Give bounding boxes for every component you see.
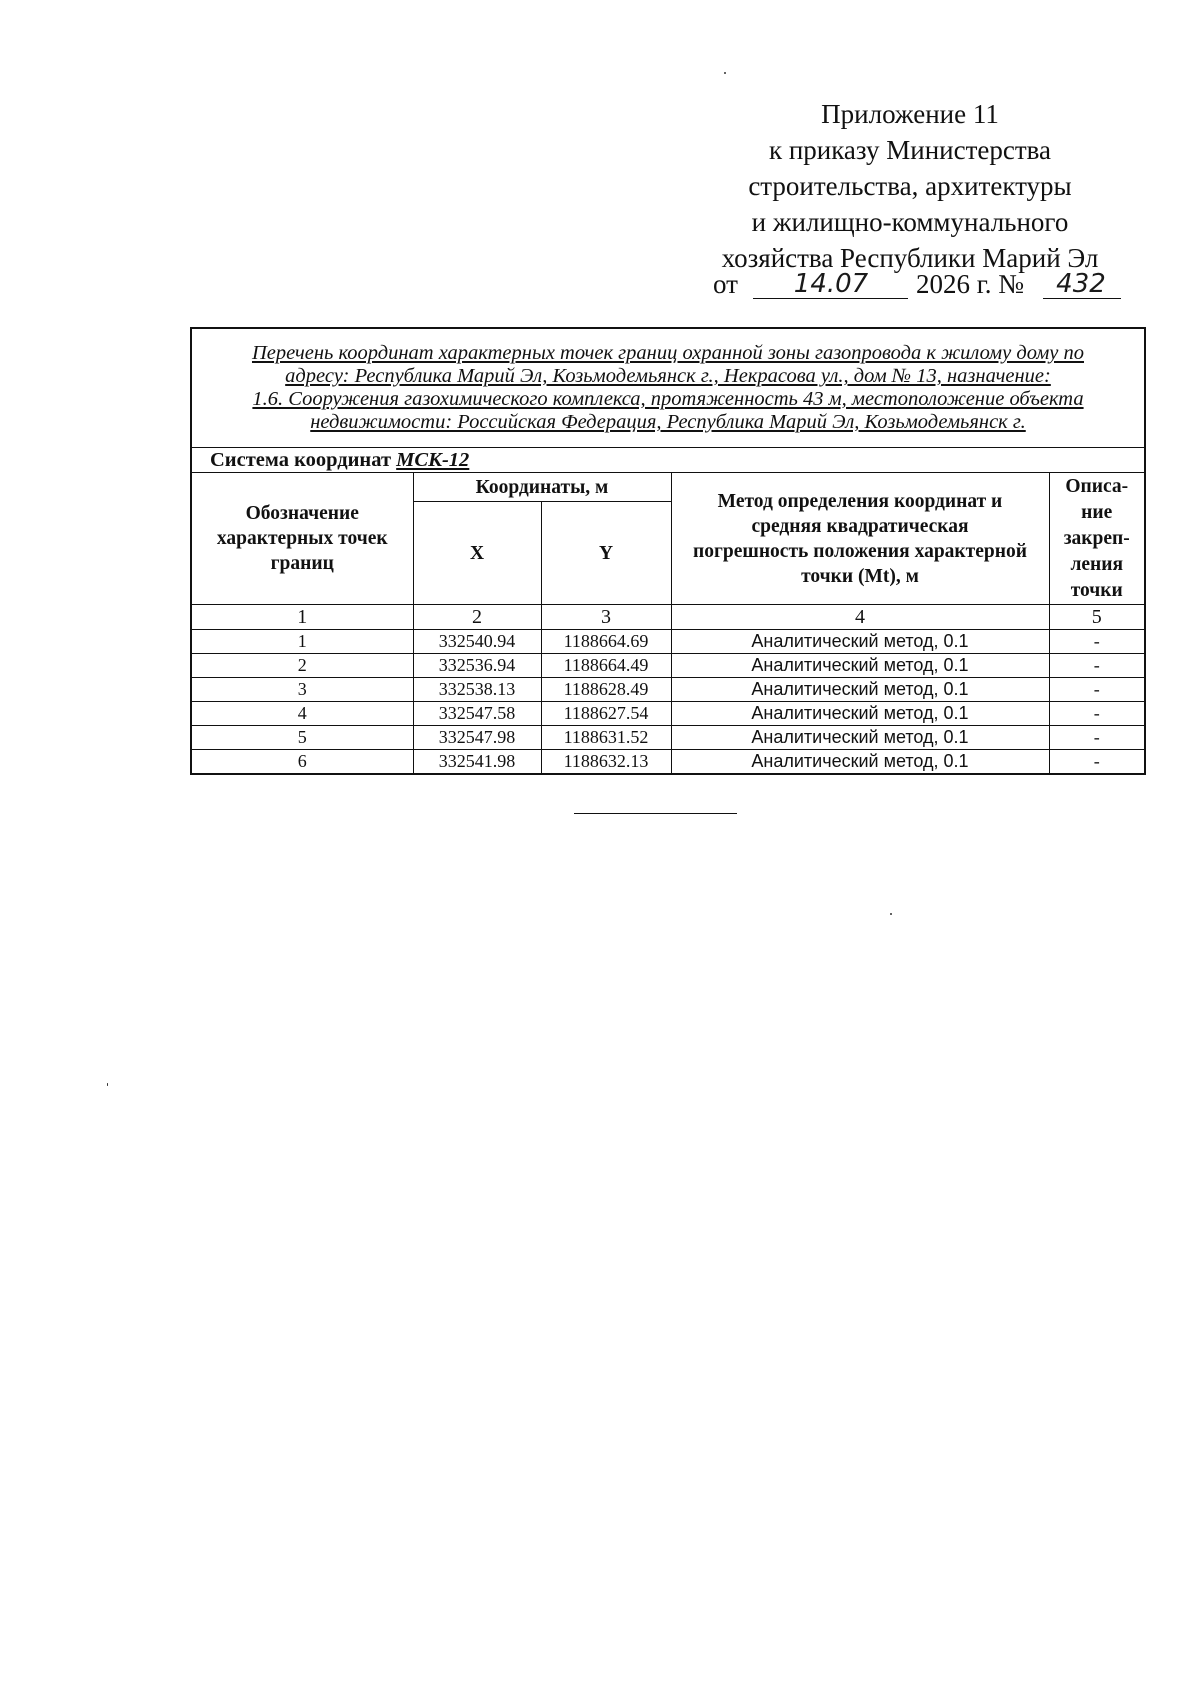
coordinate-system <box>191 448 1145 473</box>
appendix-line: Приложение 11 <box>821 99 999 129</box>
description-value: - <box>1049 630 1145 654</box>
description-value: - <box>1049 678 1145 702</box>
description-value: - <box>1049 726 1145 750</box>
date-prefix: от <box>713 269 738 299</box>
y-value: 1188628.49 <box>541 678 671 702</box>
number-underline <box>1043 298 1121 299</box>
date-underline <box>753 298 908 299</box>
coordinate-system-label: Система координат <box>210 449 392 471</box>
appendix-block <box>700 96 1120 276</box>
point-id: 4 <box>191 702 413 726</box>
header-x: X <box>413 502 541 605</box>
table-row <box>191 702 1145 726</box>
description-value: - <box>1049 702 1145 726</box>
point-id: 3 <box>191 678 413 702</box>
coordinate-system-value: МСК-12 <box>396 449 470 471</box>
x-value: 332538.13 <box>413 678 541 702</box>
method-value: Аналитический метод, 0.1 <box>671 702 1049 726</box>
y-value: 1188631.52 <box>541 726 671 750</box>
caption-line: адресу: Республика Марий Эл, Козьмодемьянск г., Некрасова ул., дом № 13, назначение: <box>285 365 1051 387</box>
header-coordinates: Координаты, м <box>413 473 671 502</box>
table-row <box>191 678 1145 702</box>
description-value: - <box>1049 750 1145 775</box>
method-value: Аналитический метод, 0.1 <box>671 678 1049 702</box>
point-id: 6 <box>191 750 413 775</box>
method-value: Аналитический метод, 0.1 <box>671 750 1049 775</box>
end-of-document-rule <box>574 813 737 814</box>
appendix-line: и жилищно-коммунального <box>751 207 1069 237</box>
coordinates-table <box>190 327 1146 775</box>
table-caption <box>191 328 1145 448</box>
y-value: 1188664.69 <box>541 630 671 654</box>
order-number: 432 <box>1056 269 1106 299</box>
x-value: 332536.94 <box>413 654 541 678</box>
x-value: 332547.58 <box>413 702 541 726</box>
point-id: 2 <box>191 654 413 678</box>
x-value: 332541.98 <box>413 750 541 775</box>
caption-line: Перечень координат характерных точек границ охранной зоны газопровода к жилому дому по <box>251 342 1084 364</box>
header-designation: Обозначение характерных точек границ <box>191 473 413 605</box>
caption-line: 1.6. Сооружения газохимического комплекса, протяженность 43 м, местоположение объекта <box>252 388 1084 410</box>
table-row <box>191 726 1145 750</box>
y-value: 1188664.49 <box>541 654 671 678</box>
caption-line: недвижимости: Российская Федерация, Республика Марий Эл, Козьмодемьянск г. <box>310 411 1026 433</box>
column-number: 4 <box>671 605 1049 630</box>
column-number: 1 <box>191 605 413 630</box>
y-value: 1188627.54 <box>541 702 671 726</box>
appendix-line: хозяйства Республики Марий Эл <box>721 243 1099 273</box>
appendix-line: к приказу Министерства <box>768 135 1052 165</box>
scan-speck <box>890 913 892 915</box>
point-id: 1 <box>191 630 413 654</box>
method-value: Аналитический метод, 0.1 <box>671 726 1049 750</box>
method-value: Аналитический метод, 0.1 <box>671 654 1049 678</box>
column-number: 3 <box>541 605 671 630</box>
column-number: 5 <box>1049 605 1145 630</box>
x-value: 332547.98 <box>413 726 541 750</box>
y-value: 1188632.13 <box>541 750 671 775</box>
table-row <box>191 654 1145 678</box>
header-description: Описа-ние закреп-ления точки <box>1049 473 1145 605</box>
x-value: 332540.94 <box>413 630 541 654</box>
column-number: 2 <box>413 605 541 630</box>
description-value: - <box>1049 654 1145 678</box>
header-y: Y <box>541 502 671 605</box>
order-date: 14.07 <box>793 269 869 299</box>
appendix-line: строительства, архитектуры <box>748 171 1072 201</box>
table-row <box>191 750 1145 775</box>
header-method: Метод определения координат и средняя квадратическая погрешность положения характерной точки (Mt), м <box>671 473 1049 605</box>
scan-speck <box>724 72 726 74</box>
order-date-line <box>713 266 1133 302</box>
scan-speck <box>107 1083 108 1086</box>
year-text: 2026 г. № <box>916 269 1025 299</box>
table-row <box>191 630 1145 654</box>
method-value: Аналитический метод, 0.1 <box>671 630 1049 654</box>
column-number-row <box>191 605 1145 630</box>
point-id: 5 <box>191 726 413 750</box>
